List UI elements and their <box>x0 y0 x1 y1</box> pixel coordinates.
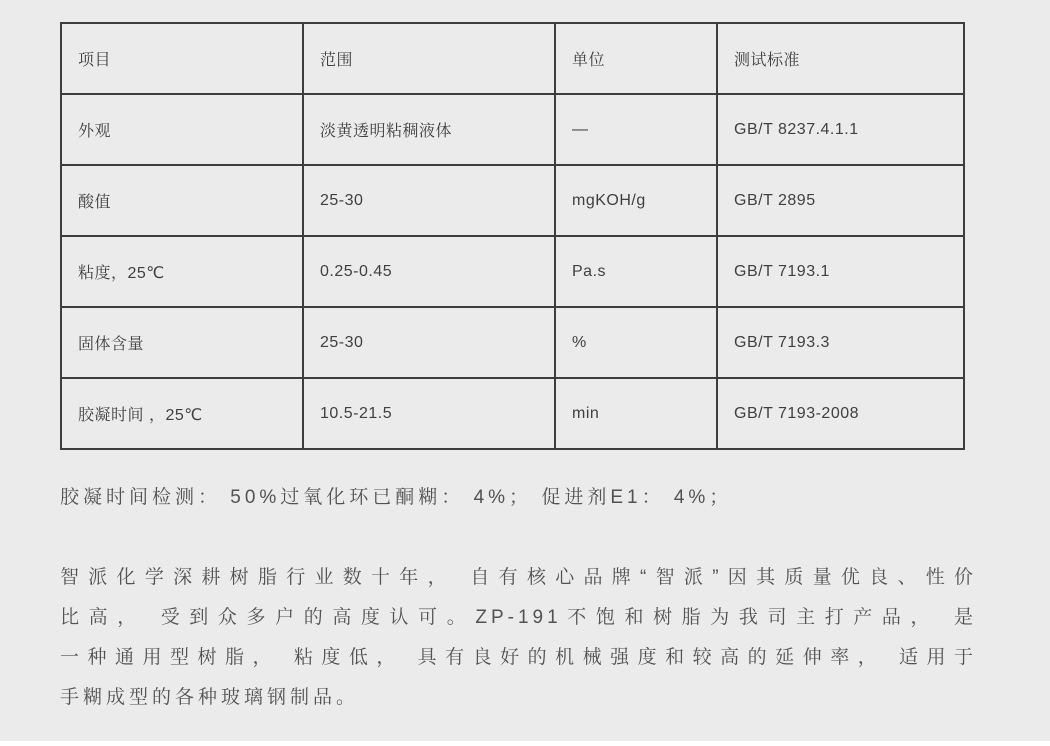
header-standard: 测试标准 <box>717 23 964 94</box>
description-line: 比高， 受到众多户的高度认可。ZP-191不饱和树脂为我司主打产品， 是 <box>60 607 977 628</box>
product-description <box>60 558 977 718</box>
cell-item: 胶凝时间 ，25℃ <box>61 378 303 449</box>
cell-range: 0.25-0.45 <box>303 236 555 307</box>
cell-unit: Pa.s <box>555 236 717 307</box>
cell-item: 酸值 <box>61 165 303 236</box>
cell-range: 25-30 <box>303 165 555 236</box>
cell-standard: GB/T 8237.4.1.1 <box>717 94 964 165</box>
table-row <box>61 378 964 449</box>
cell-unit: — <box>555 94 717 165</box>
cell-item: 固体含量 <box>61 307 303 378</box>
header-range: 范围 <box>303 23 555 94</box>
cell-standard: GB/T 7193.3 <box>717 307 964 378</box>
gel-time-note: 胶凝时间检测： 50%过氧化环已酮糊： 4%； 促进剂E1： 4%； <box>60 487 733 508</box>
cell-standard: GB/T 7193-2008 <box>717 378 964 449</box>
description-line: 智派化学深耕树脂行业数十年， 自有核心品牌“智派”因其质量优良、性价 <box>60 567 977 588</box>
cell-standard: GB/T 2895 <box>717 165 964 236</box>
spec-table <box>60 22 965 450</box>
cell-unit: min <box>555 378 717 449</box>
table-row <box>61 307 964 378</box>
cell-standard: GB/T 7193.1 <box>717 236 964 307</box>
cell-item: 外观 <box>61 94 303 165</box>
cell-item: 粘度，25℃ <box>61 236 303 307</box>
cell-range: 10.5-21.5 <box>303 378 555 449</box>
description-line: 一种通用型树脂， 粘度低， 具有良好的机械强度和较高的延伸率， 适用于 <box>60 647 977 668</box>
cell-range: 25-30 <box>303 307 555 378</box>
table-row <box>61 236 964 307</box>
cell-unit: mgKOH/g <box>555 165 717 236</box>
table-row <box>61 94 964 165</box>
table-header-row <box>61 23 964 94</box>
cell-unit: % <box>555 307 717 378</box>
table-row <box>61 165 964 236</box>
header-unit: 单位 <box>555 23 717 94</box>
description-line: 手糊成型的各种玻璃钢制品。 <box>60 687 360 708</box>
header-item: 项目 <box>61 23 303 94</box>
cell-range: 淡黄透明粘稠液体 <box>303 94 555 165</box>
